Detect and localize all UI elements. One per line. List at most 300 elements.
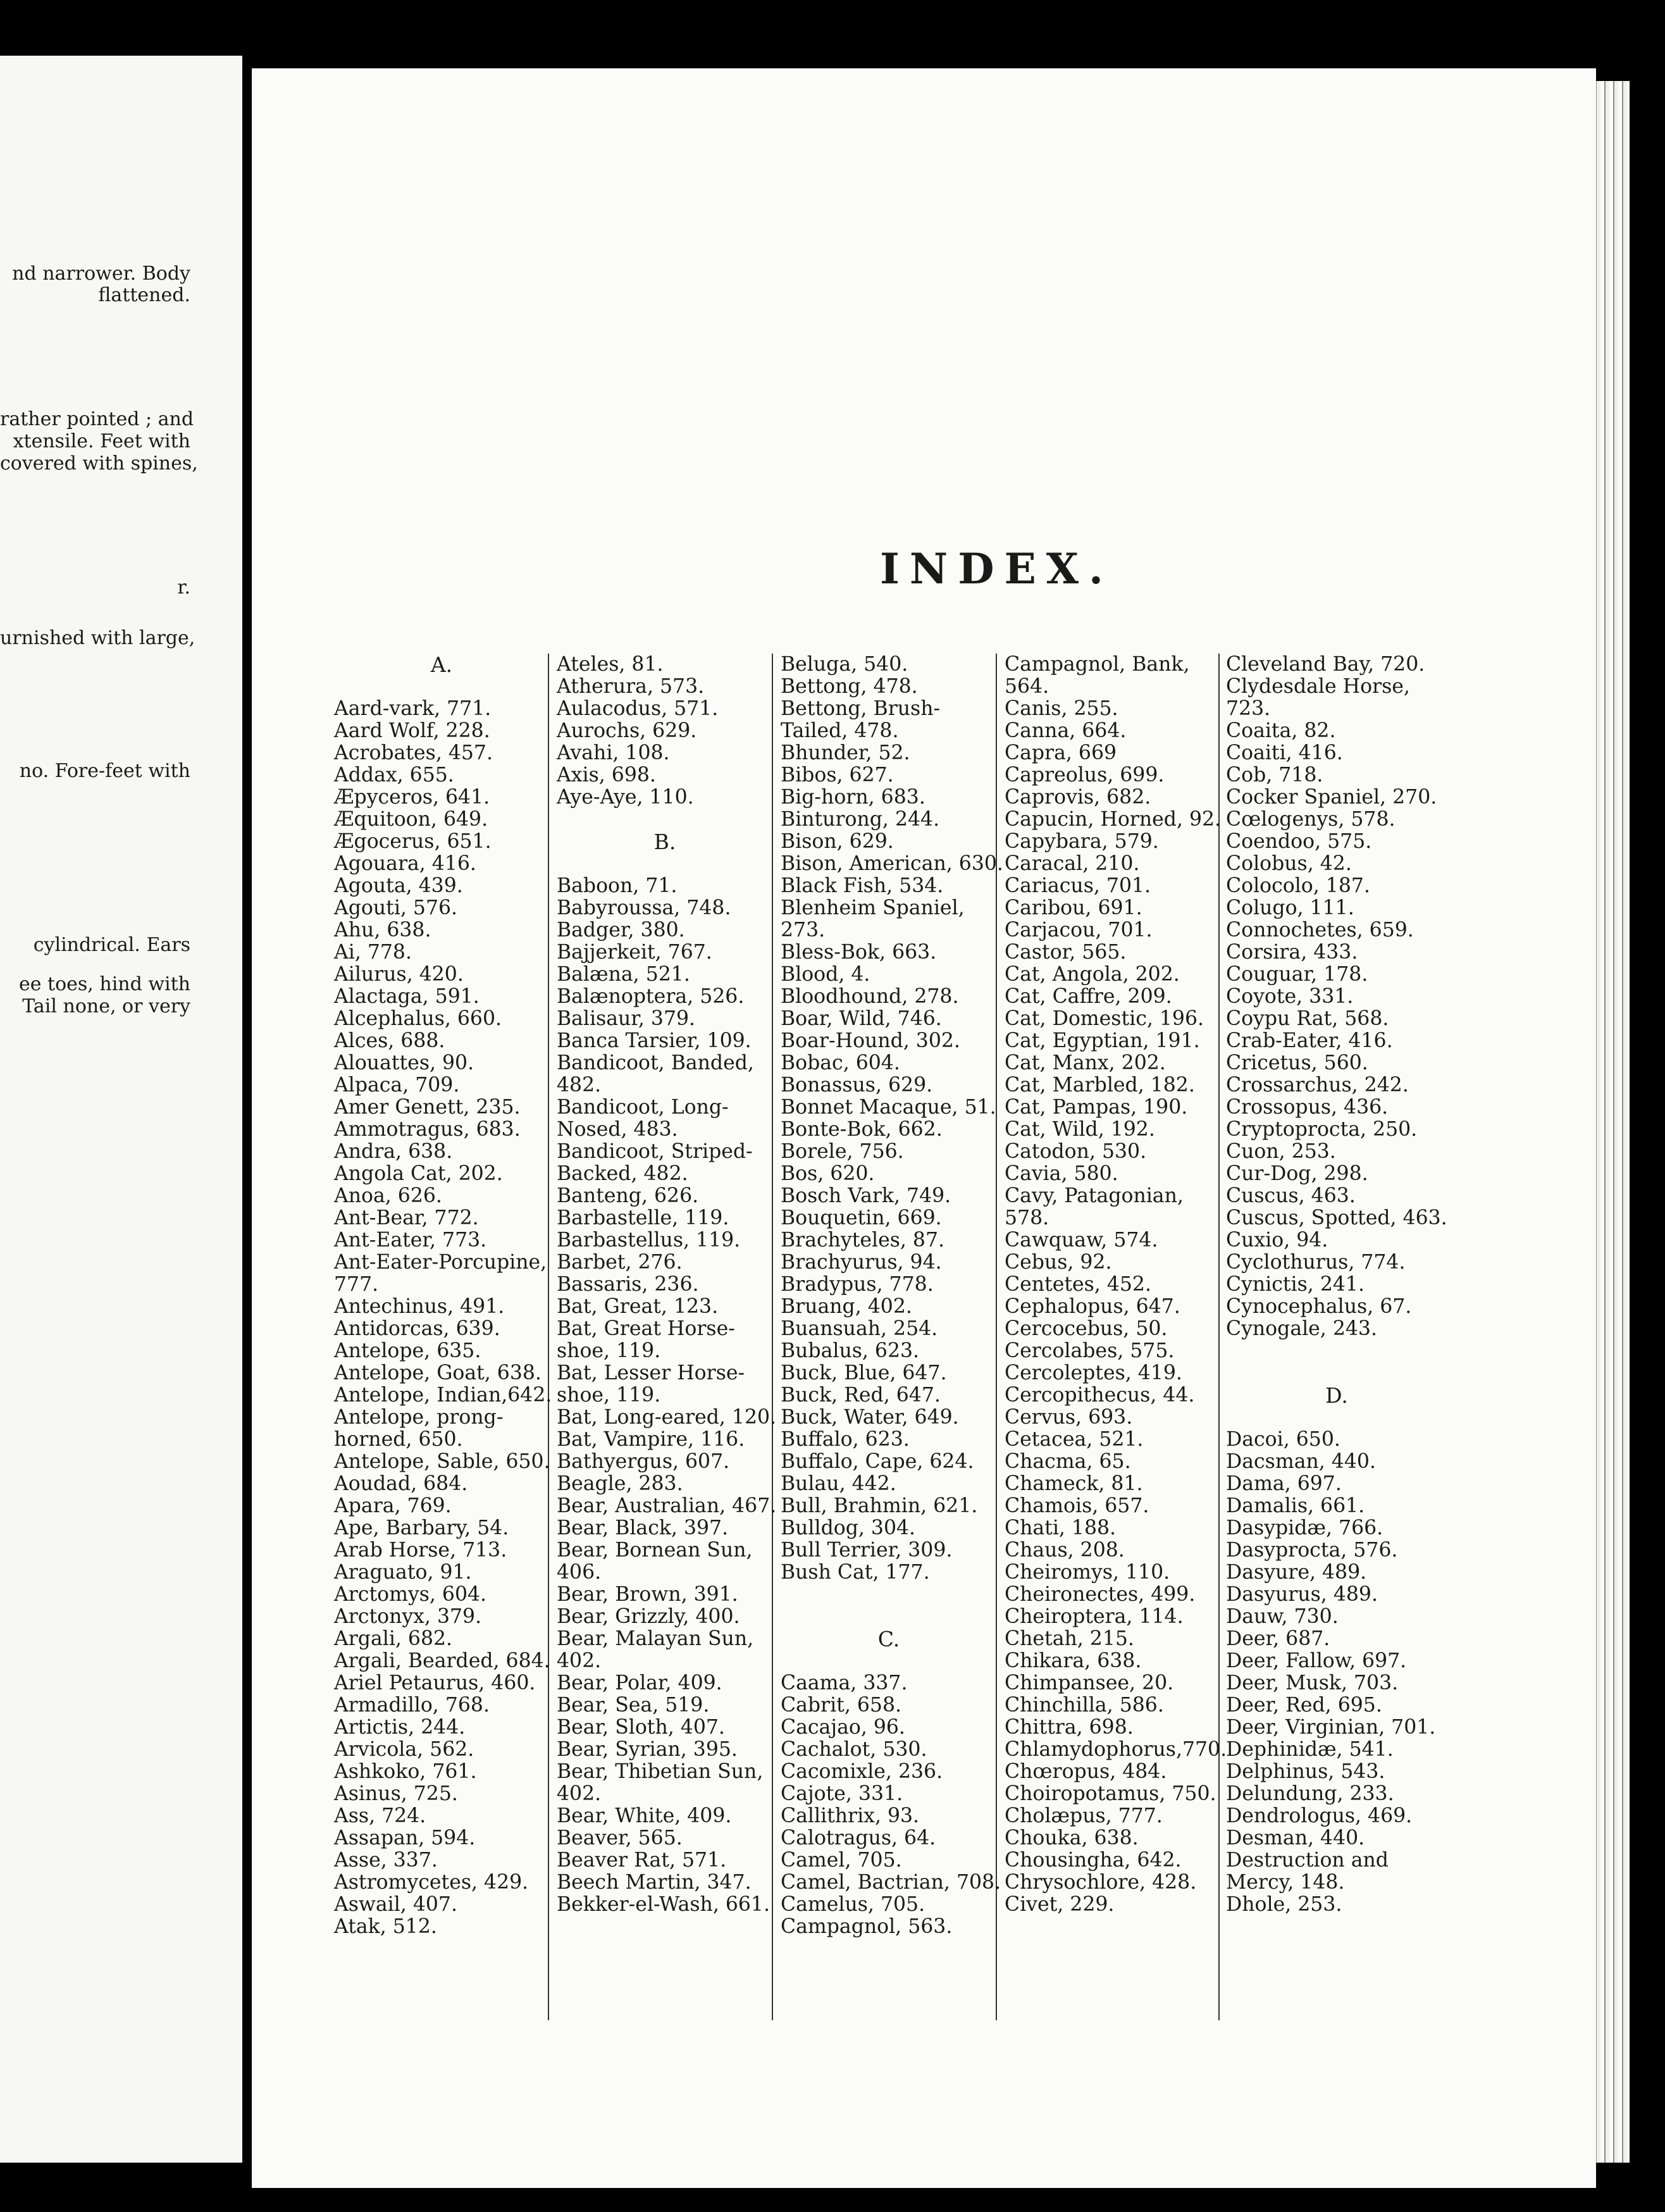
index-entry: Antechinus, 491. [334,1295,505,1318]
index-entry: Buck, Blue, 647. [781,1362,947,1384]
index-entry: Coendoo, 575. [1226,830,1372,853]
index-entry: Æquitoon, 649. [334,808,488,831]
index-column-1 [334,652,552,1938]
index-entry: Cuon, 253. [1226,1140,1336,1163]
index-entry: Ant-Eater, 773. [334,1229,487,1252]
index-entry: Cat, Pampas, 190. [1005,1096,1188,1119]
index-entry: Banteng, 626. [557,1184,699,1207]
index-entry: Armadillo, 768. [334,1694,490,1717]
index-entry: Cat, Caffre, 209. [1005,985,1172,1008]
index-entry: Ashkoko, 761. [334,1760,477,1783]
index-entry: Choiropotamus, 750. [1005,1782,1216,1805]
index-entry: Cricetus, 560. [1226,1052,1368,1074]
index-entry: Angola Cat, 202. [334,1162,503,1185]
index-entry: Bradypus, 778. [781,1273,934,1296]
index-entry: Dasypidæ, 766. [1226,1517,1383,1539]
index-entry: Agouta, 439. [334,874,463,897]
index-entry: Amer Genett, 235. [334,1096,521,1119]
index-entry: Connochetes, 659. [1226,919,1414,941]
index-entry: Assapan, 594. [334,1827,476,1849]
index-entry: Bear, Australian, 467. [557,1494,777,1517]
index-entry: 723. [1226,697,1271,720]
index-entry: Cat, Egyptian, 191. [1005,1029,1200,1052]
index-entry: Buck, Water, 649. [781,1406,959,1429]
index-entry: Cercolabes, 575. [1005,1339,1175,1362]
index-entry: Cebus, 92. [1005,1251,1112,1274]
index-entry: Balæna, 521. [557,963,690,986]
index-entry: Chousingha, 642. [1005,1849,1182,1872]
index-entry: Chati, 188. [1005,1517,1117,1539]
spacer [1226,1340,1447,1362]
index-entry: Cynocephalus, 67. [1226,1295,1412,1318]
index-entry: Cyclothurus, 774. [1226,1251,1406,1274]
index-entry: Babyroussa, 748. [557,897,731,919]
index-entry: Bush Cat, 177. [781,1561,930,1584]
index-entry: Brachyurus, 94. [781,1251,942,1274]
index-entry: Bison, 629. [781,830,894,853]
index-entry: Cavy, Patagonian, [1005,1184,1184,1207]
index-entry: Addax, 655. [334,764,454,786]
index-entry: Deer, Musk, 703. [1226,1672,1399,1694]
index-entry: Aard Wolf, 228. [334,719,490,742]
index-entry: Bear, Polar, 409. [557,1672,722,1694]
index-entry: Cob, 718. [1226,764,1323,786]
index-entry: Cynictis, 241. [1226,1273,1365,1296]
left-text-line: rather pointed ; and [0,408,194,430]
index-entry: Bos, 620. [781,1162,875,1185]
index-entry: Centetes, 452. [1005,1273,1151,1296]
index-entry: Bobac, 604. [781,1052,900,1074]
index-entry: Bear, Sea, 519. [557,1694,710,1717]
index-entry: Alcephalus, 660. [334,1007,502,1030]
index-entry: Beech Martin, 347. [557,1871,752,1894]
index-entry: Bhunder, 52. [781,742,910,764]
index-entry: Camel, 705. [781,1849,902,1872]
index-entry: Chrysochlore, 428. [1005,1871,1197,1894]
index-entry: Bat, Vampire, 116. [557,1428,745,1451]
index-entry: Cachalot, 530. [781,1738,927,1761]
index-entry: 402. [557,1782,602,1805]
index-entry: Cynogale, 243. [1226,1317,1377,1340]
index-entry: Anoa, 626. [334,1184,442,1207]
index-entry: Campagnol, 563. [781,1915,953,1938]
index-column-5 [1226,654,1447,1916]
section-letter: A. [430,652,453,677]
index-entry: Ateles, 81. [557,653,664,676]
index-entry: Barbastellus, 119. [557,1229,741,1252]
index-entry: Cholæpus, 777. [1005,1805,1163,1827]
index-entry: Clydesdale Horse, [1226,675,1410,698]
index-entry: Deer, Red, 695. [1226,1694,1382,1717]
spacer [781,1584,997,1606]
index-entry: Bat, Great, 123. [557,1295,719,1318]
index-entry: Colobus, 42. [1226,852,1352,875]
index-entry: Cetacea, 521. [1005,1428,1144,1451]
left-text-line: covered with spines, [0,452,198,475]
index-entry: Capra, 669 [1005,742,1117,764]
index-entry: Antelope, Indian,642. [334,1384,552,1407]
index-entry: Arctonyx, 379. [334,1605,482,1628]
index-entry: Bear, Sloth, 407. [557,1716,725,1739]
index-entry: Chameck, 81. [1005,1472,1143,1495]
index-entry: Borele, 756. [781,1140,904,1163]
index-column-4 [1005,653,1227,1916]
index-entry: Cuscus, 463. [1226,1184,1356,1207]
index-entry: Cheironectes, 499. [1005,1583,1196,1606]
index-entry: Cercopithecus, 44. [1005,1384,1195,1407]
index-entry: Bison, American, 630. [781,852,1003,875]
left-text-line: r. [177,576,190,599]
index-entry: Cavia, 580. [1005,1162,1118,1185]
index-entry: Alouattes, 90. [334,1052,474,1074]
index-entry: Bear, Black, 397. [557,1517,729,1539]
index-entry: Bosch Vark, 749. [781,1184,951,1207]
index-entry: Cabrit, 658. [781,1694,901,1717]
index-entry: Colocolo, 187. [1226,874,1370,897]
index-entry: Chetah, 215. [1005,1627,1134,1650]
index-entry: Ape, Barbary, 54. [334,1517,509,1539]
index-entry: Bat, Lesser Horse- [557,1362,745,1384]
index-entry: Chlamydophorus,770. [1005,1738,1227,1761]
index-entry: Aurochs, 629. [557,719,697,742]
index-entry: Cajote, 331. [781,1782,903,1805]
index-entry: Cawquaw, 574. [1005,1229,1158,1252]
index-entry: Arctomys, 604. [334,1583,487,1606]
index-entry: Chouka, 638. [1005,1827,1139,1849]
index-entry: 578. [1005,1207,1049,1229]
index-entry: Catodon, 530. [1005,1140,1147,1163]
index-entry: Capybara, 579. [1005,830,1159,853]
index-entry: Ai, 778. [334,941,412,964]
index-page [252,68,1596,2188]
index-entry: Aye-Aye, 110. [557,786,694,809]
index-entry: Bettong, Brush- [781,697,941,720]
index-entry: Cryptoprocta, 250. [1226,1118,1418,1141]
index-entry: Andra, 638. [334,1140,453,1163]
spacer [781,1606,997,1628]
index-entry: Cacomixle, 236. [781,1760,943,1783]
left-text-line: xtensile. Feet with [13,430,190,452]
index-entry: Coypu Rat, 568. [1226,1007,1389,1030]
index-entry: Bat, Long-eared, 120. [557,1406,777,1429]
index-entry: Chinchilla, 586. [1005,1694,1164,1717]
index-entry: Cuxio, 94. [1226,1229,1328,1252]
index-entry: 482. [557,1074,602,1097]
index-entry: Canis, 255. [1005,697,1118,720]
index-entry: Cheiroptera, 114. [1005,1605,1184,1628]
index-entry: Dacoi, 650. [1226,1428,1340,1451]
left-text-line: Tail none, or very [22,995,190,1017]
index-entry: Beagle, 283. [557,1472,683,1495]
index-entry: Cercoleptes, 419. [1005,1362,1182,1384]
index-entry: Arab Horse, 713. [334,1539,507,1562]
index-entry: Argali, Bearded, 684. [334,1650,550,1672]
index-entry: Cheiromys, 110. [1005,1561,1170,1584]
left-page-fragment [0,56,242,2163]
index-entry: Calotragus, 64. [781,1827,936,1849]
index-entry: Couguar, 178. [1226,963,1368,986]
index-entry: Black Fish, 534. [781,874,944,897]
index-entry: Bulau, 442. [781,1472,896,1495]
index-entry: Cuscus, Spotted, 463. [1226,1207,1447,1229]
index-entry: Camel, Bactrian, 708. [781,1871,1001,1894]
index-entry: Aard-vark, 771. [334,697,492,720]
index-entry: Aulacodus, 571. [557,697,719,720]
index-entry: Bonassus, 629. [781,1074,933,1097]
index-entry: Ægocerus, 651. [334,830,492,853]
index-entry: 777. [334,1273,379,1296]
left-text-line: urnished with large, [0,627,195,649]
left-text-line: nd narrower. Body [12,263,190,285]
index-entry: Chœropus, 484. [1005,1760,1167,1783]
index-entry: Delphinus, 543. [1226,1760,1385,1783]
section-letter: D. [1325,1383,1348,1408]
index-entry: Deer, Virginian, 701. [1226,1716,1436,1739]
index-entry: Bruang, 402. [781,1295,912,1318]
index-entry: Apara, 769. [334,1494,452,1517]
index-entry: Carjacou, 701. [1005,919,1153,941]
index-entry: Delundung, 233. [1226,1782,1394,1805]
index-entry: Æpyceros, 641. [334,786,490,809]
index-entry: Bloodhound, 278. [781,985,959,1008]
index-entry: Ammotragus, 683. [334,1118,521,1141]
index-entry: Colugo, 111. [1226,897,1354,919]
index-entry: Banca Tarsier, 109. [557,1029,752,1052]
index-entry: Ahu, 638. [334,919,431,941]
index-entry: Dephinidæ, 541. [1226,1738,1394,1761]
index-entry: Bibos, 627. [781,764,894,786]
index-entry: Dama, 697. [1226,1472,1342,1495]
index-entry: Cacajao, 96. [781,1716,905,1739]
index-entry: Callithrix, 93. [781,1805,920,1827]
index-entry: Ailurus, 420. [334,963,464,986]
index-entry: Dacsman, 440. [1226,1450,1376,1473]
index-entry: Antelope, Sable, 650. [334,1450,550,1473]
index-entry: Binturong, 244. [781,808,940,831]
index-entry: Argali, 682. [334,1627,453,1650]
section-letter: C. [877,1627,900,1651]
index-entry: Crab-Eater, 416. [1226,1029,1393,1052]
index-entry: Cleveland Bay, 720. [1226,653,1425,676]
index-entry: Capreolus, 699. [1005,764,1165,786]
index-entry: Corsira, 433. [1226,941,1358,964]
index-entry: Beaver Rat, 571. [557,1849,727,1872]
index-entry: Bandicoot, Banded, [557,1052,754,1074]
index-entry: horned, 650. [334,1428,463,1451]
index-entry: Arvicola, 562. [334,1738,474,1761]
index-entry: Chikara, 638. [1005,1650,1142,1672]
index-entry: Ass, 724. [334,1805,426,1827]
index-entry: Bouquetin, 669. [781,1207,942,1229]
index-entry: shoe, 119. [557,1339,661,1362]
index-entry: Asinus, 725. [334,1782,458,1805]
index-entry: Camelus, 705. [781,1893,925,1916]
index-entry: Bull, Brahmin, 621. [781,1494,978,1517]
index-entry: Cat, Wild, 192. [1005,1118,1155,1141]
index-entry: Baboon, 71. [557,874,678,897]
index-entry: Destruction and [1226,1849,1389,1872]
index-entry: Deer, Fallow, 697. [1226,1650,1407,1672]
index-entry: Agouti, 576. [334,897,458,919]
index-entry: Deer, 687. [1226,1627,1330,1650]
page-title: INDEX. [880,544,1113,593]
index-entry: Axis, 698. [557,764,656,786]
index-entry: Blood, 4. [781,963,870,986]
index-entry: Cocker Spaniel, 270. [1226,786,1437,809]
index-entry: Antidorcas, 639. [334,1317,500,1340]
index-entry: Desman, 440. [1226,1827,1365,1849]
index-entry: Ariel Petaurus, 460. [334,1672,536,1694]
index-entry: 402. [557,1650,602,1672]
index-entry: shoe, 119. [557,1384,661,1407]
index-entry: Balisaur, 379. [557,1007,696,1030]
index-entry: Nosed, 483. [557,1118,678,1141]
index-entry: Campagnol, Bank, [1005,653,1190,676]
index-entry: Bandicoot, Striped- [557,1140,753,1163]
index-entry: Dendrologus, 469. [1226,1805,1413,1827]
index-entry: Cat, Domestic, 196. [1005,1007,1204,1030]
index-entry: Bull Terrier, 309. [781,1539,953,1562]
index-entry: Avahi, 108. [557,742,670,764]
index-column-2 [557,653,777,1916]
spacer [557,809,773,831]
index-entry: 564. [1005,675,1049,698]
index-entry: Ant-Bear, 772. [334,1207,479,1229]
index-entry: Barbet, 276. [557,1251,683,1274]
index-entry: Castor, 565. [1005,941,1127,964]
index-entry: Bassaris, 236. [557,1273,699,1296]
index-entry: Bonnet Macaque, 51. [781,1096,996,1119]
index-entry: Bear, Bornean Sun, [557,1539,753,1562]
index-entry: Beaver, 565. [557,1827,683,1849]
page-edge-stack [1592,81,1630,2163]
left-text-line: cylindrical. Ears [33,934,190,956]
index-entry: Chamois, 657. [1005,1494,1149,1517]
index-entry: Bathyergus, 607. [557,1450,730,1473]
index-entry: 273. [781,919,826,941]
index-entry: Cat, Angola, 202. [1005,963,1180,986]
index-entry: Alces, 688. [334,1029,445,1052]
index-entry: Cat, Marbled, 182. [1005,1074,1195,1097]
left-text-line: ee toes, hind with [18,973,190,995]
index-entry: Coaiti, 416. [1226,742,1343,764]
index-entry: Crossopus, 436. [1226,1096,1389,1119]
index-entry: Cephalopus, 647. [1005,1295,1180,1318]
index-entry: Atherura, 573. [557,675,705,698]
index-entry: Bajjerkeit, 767. [557,941,712,964]
index-entry: Cœlogenys, 578. [1226,808,1396,831]
index-entry: Boar-Hound, 302. [781,1029,960,1052]
index-entry: Civet, 229. [1005,1893,1115,1916]
index-entry: Bekker-el-Wash, 661. [557,1893,770,1916]
index-entry: Mercy, 148. [1226,1871,1345,1894]
index-entry: Chittra, 698. [1005,1716,1134,1739]
index-entry: Balænoptera, 526. [557,985,745,1008]
index-entry: Boar, Wild, 746. [781,1007,942,1030]
index-entry: Antelope, prong- [334,1406,504,1429]
index-entry: Bulldog, 304. [781,1517,916,1539]
index-entry: Blenheim Spaniel, [781,897,965,919]
index-entry: Dauw, 730. [1226,1605,1339,1628]
index-entry: Bear, Malayan Sun, [557,1627,754,1650]
index-entry: Cariacus, 701. [1005,874,1151,897]
index-entry: Alpaca, 709. [334,1074,460,1097]
index-entry: Bat, Great Horse- [557,1317,735,1340]
index-entry: 406. [557,1561,602,1584]
index-entry: Bear, White, 409. [557,1805,732,1827]
index-entry: Brachyteles, 87. [781,1229,945,1252]
index-entry: Atak, 512. [334,1915,437,1938]
index-entry: Chacma, 65. [1005,1450,1131,1473]
index-entry: Capucin, Horned, 92. [1005,808,1222,831]
index-entry: Asse, 337. [334,1849,438,1872]
index-entry: Buck, Red, 647. [781,1384,941,1407]
index-entry: Bear, Grizzly, 400. [557,1605,740,1628]
index-entry: Big-horn, 683. [781,786,925,809]
index-entry: Acrobates, 457. [334,742,493,764]
index-entry: Cervus, 693. [1005,1406,1133,1429]
index-entry: Damalis, 661. [1226,1494,1365,1517]
index-entry: Canna, 664. [1005,719,1127,742]
index-entry: Astromycetes, 429. [334,1871,529,1894]
index-entry: Caracal, 210. [1005,852,1140,875]
index-entry: Badger, 380. [557,919,685,941]
index-entry: Caama, 337. [781,1672,908,1694]
left-text-line: flattened. [98,284,190,306]
index-entry: Buffalo, Cape, 624. [781,1450,974,1473]
section-letter: B. [653,830,676,854]
index-entry: Artictis, 244. [334,1716,466,1739]
index-entry: Chaus, 208. [1005,1539,1125,1562]
index-entry: Beluga, 540. [781,653,908,676]
spacer [1226,1362,1447,1384]
index-entry: Bubalus, 623. [781,1339,920,1362]
index-entry: Aswail, 407. [334,1893,457,1916]
index-entry: Barbastelle, 119. [557,1207,729,1229]
index-entry: Buffalo, 623. [781,1428,910,1451]
index-entry: Bear, Syrian, 395. [557,1738,738,1761]
index-entry: Coaita, 82. [1226,719,1336,742]
index-entry: Agouara, 416. [334,852,476,875]
index-entry: Cercocebus, 50. [1005,1317,1168,1340]
index-entry: Coyote, 331. [1226,985,1354,1008]
index-entry: Bless-Bok, 663. [781,941,937,964]
index-column-3 [781,653,1003,1938]
index-entry: Dasyure, 489. [1226,1561,1367,1584]
index-entry: Buansuah, 254. [781,1317,938,1340]
left-text-line: no. Fore-feet with [19,760,190,782]
index-entry: Cat, Manx, 202. [1005,1052,1166,1074]
index-entry: Tailed, 478. [781,719,899,742]
index-entry: Caribou, 691. [1005,897,1142,919]
index-entry: Dasyurus, 489. [1226,1583,1378,1606]
index-entry: Alactaga, 591. [334,985,480,1008]
index-entry: Aoudad, 684. [334,1472,468,1495]
index-entry: Araguato, 91. [334,1561,472,1584]
index-entry: Bear, Thibetian Sun, [557,1760,764,1783]
index-entry: Cur-Dog, 298. [1226,1162,1368,1185]
index-entry: Ant-Eater-Porcupine, [334,1251,547,1274]
index-entry: Dasyprocta, 576. [1226,1539,1398,1562]
index-entry: Crossarchus, 242. [1226,1074,1409,1097]
index-entry: Bandicoot, Long- [557,1096,729,1119]
index-entry: Backed, 482. [557,1162,688,1185]
index-entry: Bear, Brown, 391. [557,1583,738,1606]
index-entry: Bonte-Bok, 662. [781,1118,943,1141]
index-entry: Chimpansee, 20. [1005,1672,1174,1694]
index-entry: Antelope, Goat, 638. [334,1362,542,1384]
index-entry: Bettong, 478. [781,675,918,698]
